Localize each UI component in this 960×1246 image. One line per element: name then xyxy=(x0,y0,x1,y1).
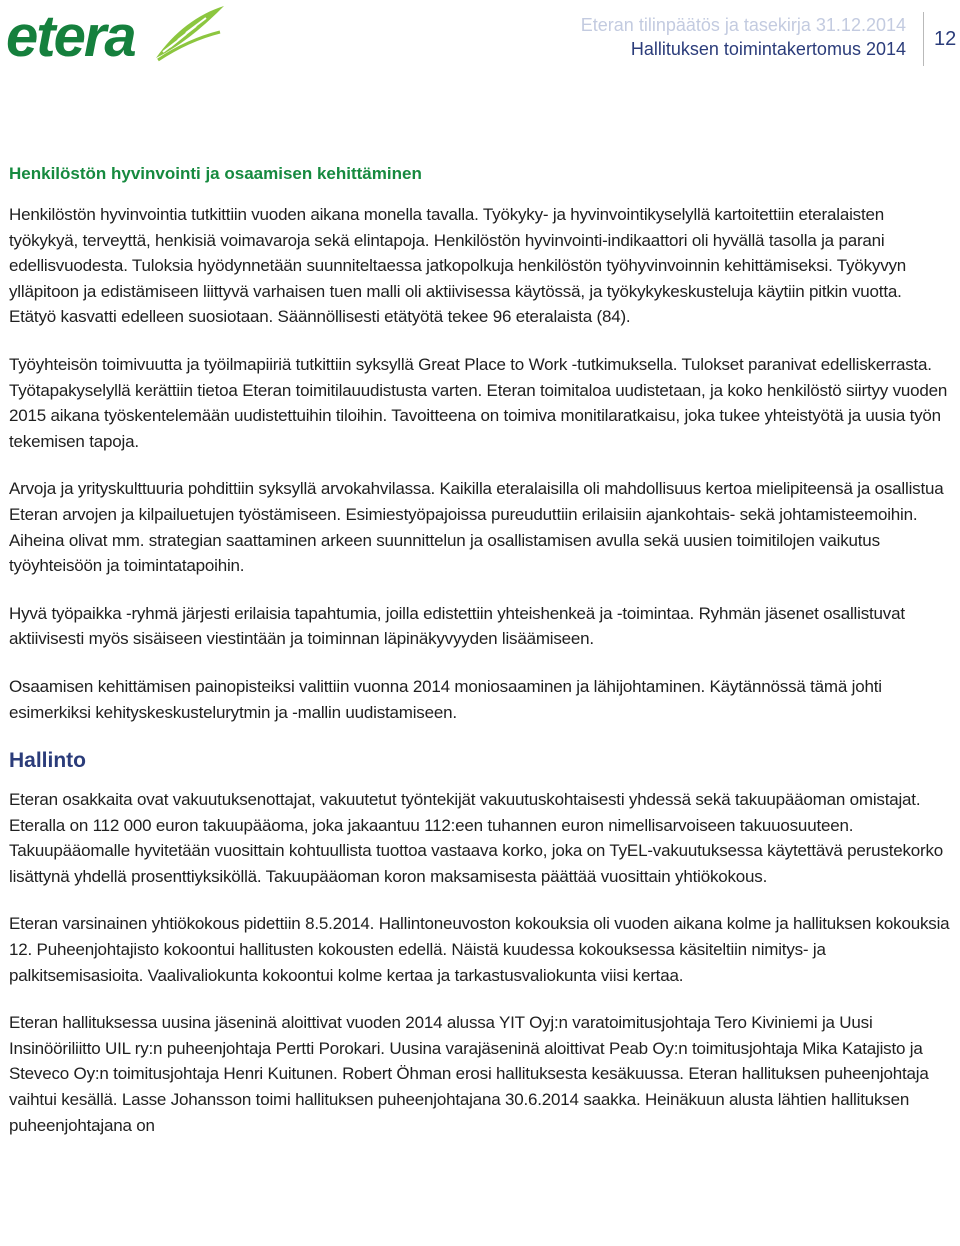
leaf-icon xyxy=(156,6,224,60)
paragraph: Eteran osakkaita ovat vakuutuksenottajat, vakuutetut työntekijät vakuutuskohtaisesti yhdessä sekä takuupääoman omistajat. Eterallа on 112 000 euron takuupääoma, joka jakaantuu 112:een tuhannen euron nimellisarvoiseen takuuosuuteen. Takuupääomalle hyvitetään vuosittain kohtuullista tuottoa vastaava korko, joka on TyEL-vakuutuksessa käytettävä perustekorko lisättynä yhdellä prosenttiyksiköllä. Takuupääoman koron maksamisesta päättää vuosittain yhtiökokous. xyxy=(9,790,944,886)
page-number: 12 xyxy=(934,28,957,50)
document-title: Eteran tilinpäätös ja tasekirja 31.12.2014 xyxy=(580,15,906,35)
paragraph: Osaamisen kehittämisen painopisteiksi valittiin vuonna 2014 moniosaaminen ja lähijohtaminen. Käytännössä tämä johti esimerkiksi kehityskeskustelurytmin ja -mallin uudistamiseen. xyxy=(9,676,882,722)
etera-logo xyxy=(6,2,226,64)
section-heading-staff: Henkilöstön hyvinvointi ja osaamisen kehittäminen xyxy=(9,164,422,183)
etera-logo-graphic xyxy=(6,2,226,64)
document-title-block xyxy=(581,13,906,61)
page-content xyxy=(9,162,951,1160)
paragraph: Eteran hallituksessa uusina jäseninä aloittivat vuoden 2014 alussa YIT Oyj:n varatoimitusjohtaja Tero Kiviniemi ja Uusi Insinööriliitto UIL ry:n puheenjohtaja Pertti Porokari. Uusina varajäseninä aloittivat Peab Oy:n toimitusjohtaja Mika Katajisto ja Steveco Oy:n toimitusjohtaja Henri Kuitunen. Robert Öhman erosi hallituksesta kesäkuussa. Eteran hallituksen puheenjohtaja vaihtui kesällä. Lasse Johansson toimi hallituksen puheenjohtajana 30.6.2014 saakka. Heinäkuun alusta lähtien hallituksen puheenjohtajana on xyxy=(9,1013,929,1135)
paragraph: Työyhteisön toimivuutta ja työilmapiiriä tutkittiin syksyllä Great Place to Work -tutkimuksella. Tulokset paranivat edelliskerrasta. Työtapakyselyllä kerättiin tietoa Eteran toimitilauudistusta varten. Eteran toimitaloa uudistetaan, ja koko henkilöstö siirtyy vuoden 2015 aikana työskentelemään uudistettuihin tiloihin. Tavoitteena on toimiva monitilaratkaisu, joka tukee yhteistyötä ja uusia työn tekemisen tapoja. xyxy=(9,354,948,451)
paragraph: Arvoja ja yrityskulttuuria pohdittiin syksyllä arvokahvilassa. Kaikilla eteralaisilla oli mahdollisuus kertoa mielipiteensä ja osallistua Eteran arvojen ja kilpailuetujen työstämiseen. Esimiestyöpajoissa pureuduttiin erilaisiin ajankohtais- sekä johtamisteemoihin. Aiheina olivat mm. strategian saattaminen arkeen suunnittelun ja osallistamisen avulla sekä uusien toimitilojen vaikutus työyhteisöön ja toimintatapoihin. xyxy=(9,479,944,576)
header-divider xyxy=(923,12,924,66)
paragraph: Henkilöstön hyvinvointia tutkittiin vuoden aikana monella tavalla. Työkyky- ja hyvinvointikyselyllä kartoitettiin eteralaisten työkykyä, terveyttä, henkisiä voimavaroja sekä elintapoja. Henkilöstön hyvinvointi-indikaattori oli hyvällä tasolla ja parani edellisvuodesta. Tuloksia hyödynnetään suunniteltaessa jatkopolkuja henkilöstön työhyvinvoinnin kehittämiseksi. Työkyvyn ylläpitoon ja edistämiseen liittyvä varhaisen tuen malli oli aktiivisessa käytössä, ja työkykykeskusteluja käytiin pitkin vuotta. Etätyö kasvatti edelleen suosiotaan. Säännöllisesti etätyötä tekee 96 eteralaista (84). xyxy=(9,205,907,327)
paragraph: Eteran varsinainen yhtiökokous pidettiin 8.5.2014. Hallintoneuvoston kokouksia oli vuoden aikana kolme ja hallituksen kokouksia 12. Puheenjohtajisto kokoontui hallitusten kokousten edellä. Näistä kuudessa kokouksessa käsiteltiin nimitys- ja palkitsemisasioita. Vaalivaliokunta kokoontui kolme kertaa ja tarkastusvaliokunta viisi kertaa. xyxy=(9,914,950,985)
section-heading-governance: Hallinto xyxy=(9,749,86,773)
document-subtitle: Hallituksen toimintakertomus 2014 xyxy=(630,39,906,59)
page-header xyxy=(0,0,960,80)
logo-wordmark: etera xyxy=(6,4,135,64)
paragraph: Hyvä työpaikka -ryhmä järjesti erilaisia tapahtumia, joilla edistettiin yhteishenkeä ja -toimintaa. Ryhmän jäsenet osallistuvat aktiivisesti myös sisäiseen viestintään ja toiminnan läpinäkyvyyden lisäämiseen. xyxy=(9,603,905,649)
